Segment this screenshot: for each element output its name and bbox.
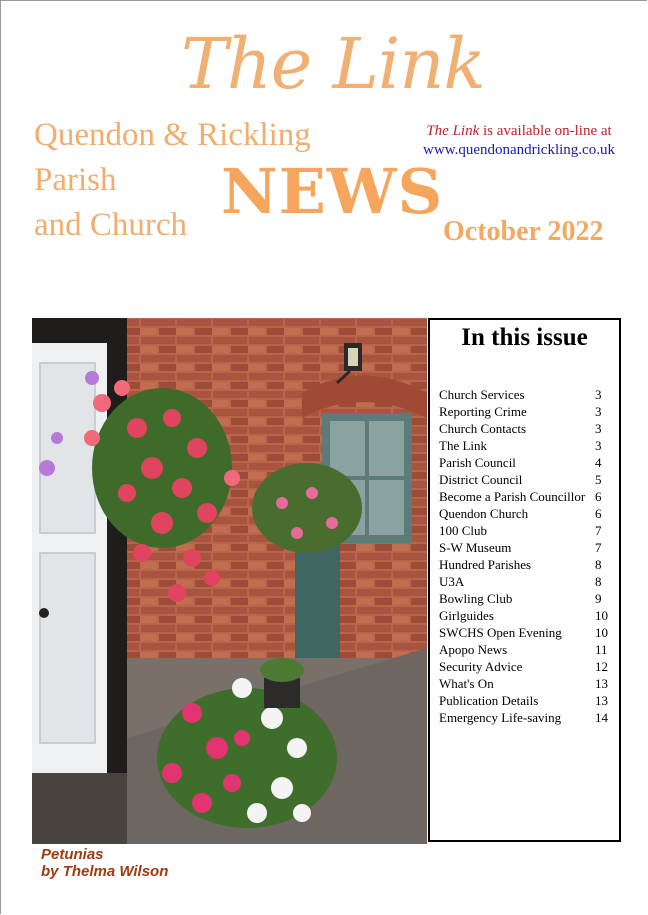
contents-item-page: 3 [595,387,602,402]
contents-item-page: 11 [595,642,608,657]
contents-item-title: Emergency Life-saving [439,710,562,725]
contents-item-title: Become a Parish Councillor [439,489,586,504]
contents-item-page: 10 [595,608,608,623]
contents-item-title: What's On [439,676,494,691]
caption-title: Petunias [41,846,104,863]
contents-item-title: Reporting Crime [439,404,527,419]
contents-item-page: 13 [595,676,608,691]
contents-item-title: Church Contacts [439,421,527,436]
contents-item-title: Girlguides [439,608,494,623]
contents-item-title: S-W Museum [439,540,512,555]
contents-item[interactable] [439,488,615,505]
contents-item-title: 100 Club [439,523,488,538]
contents-item-title: District Council [439,472,523,487]
contents-item-page: 12 [595,659,608,674]
contents-item-page: 3 [595,421,602,436]
website-link[interactable]: www.quendonandrickling.co.uk [423,142,615,158]
contents-item[interactable] [439,539,615,556]
contents-item-title: Publication Details [439,693,539,708]
contents-item-title: U3A [439,574,465,589]
contents-item[interactable] [439,590,615,607]
cover-photo [32,318,427,844]
cover-photo-illustration [32,318,427,844]
contents-item-title: Parish Council [439,455,516,470]
contents-heading: In this issue [461,324,588,351]
contents-item[interactable] [439,692,615,709]
contents-item[interactable] [439,556,615,573]
contents-item-page: 14 [595,710,608,725]
contents-item[interactable] [439,454,615,471]
contents-item[interactable] [439,437,615,454]
masthead-title: The Link [181,23,485,105]
contents-item[interactable] [439,709,615,726]
contents-item-page: 6 [595,506,602,521]
contents-item-page: 7 [595,523,602,538]
contents-item[interactable] [439,675,615,692]
photo-caption [41,846,168,880]
contents-box [428,318,621,842]
contents-item-page: 9 [595,591,602,606]
contents-item[interactable] [439,386,615,403]
news-heading: NEWS [221,155,444,228]
contents-item-page: 4 [595,455,602,470]
contents-list [439,386,615,726]
contents-item[interactable] [439,471,615,488]
parish-line-3: and Church [34,207,188,243]
contents-item-title: SWCHS Open Evening [439,625,562,640]
contents-item-page: 6 [595,489,602,504]
contents-item-page: 13 [595,693,608,708]
parish-line-1: Quendon & Rickling [34,117,311,153]
contents-item-title: Apopo News [439,642,508,657]
caption-credit: by Thelma Wilson [41,863,169,880]
contents-item-title: Hundred Parishes [439,557,532,572]
contents-item[interactable] [439,658,615,675]
contents-item[interactable] [439,420,615,437]
contents-item-page: 3 [595,404,602,419]
contents-item-page: 8 [595,574,602,589]
contents-item[interactable] [439,641,615,658]
contents-item-page: 5 [595,472,602,487]
online-brand: The Link [426,123,480,139]
contents-item-page: 7 [595,540,602,555]
contents-item-title: Security Advice [439,659,523,674]
contents-item-page: 10 [595,625,608,640]
contents-item[interactable] [439,607,615,624]
contents-item-page: 8 [595,557,602,572]
contents-item[interactable] [439,522,615,539]
contents-item[interactable] [439,403,615,420]
online-text: is available on-line at [479,123,612,139]
contents-item-title: Church Services [439,387,525,402]
contents-item-title: The Link [439,438,488,453]
contents-item[interactable] [439,505,615,522]
contents-item-title: Quendon Church [439,506,529,521]
contents-item[interactable] [439,573,615,590]
issue-date: October 2022 [443,216,604,247]
contents-item-page: 3 [595,438,602,453]
online-notice [419,122,619,160]
parish-line-2: Parish [34,162,117,198]
contents-item[interactable] [439,624,615,641]
contents-item-title: Bowling Club [439,591,513,606]
